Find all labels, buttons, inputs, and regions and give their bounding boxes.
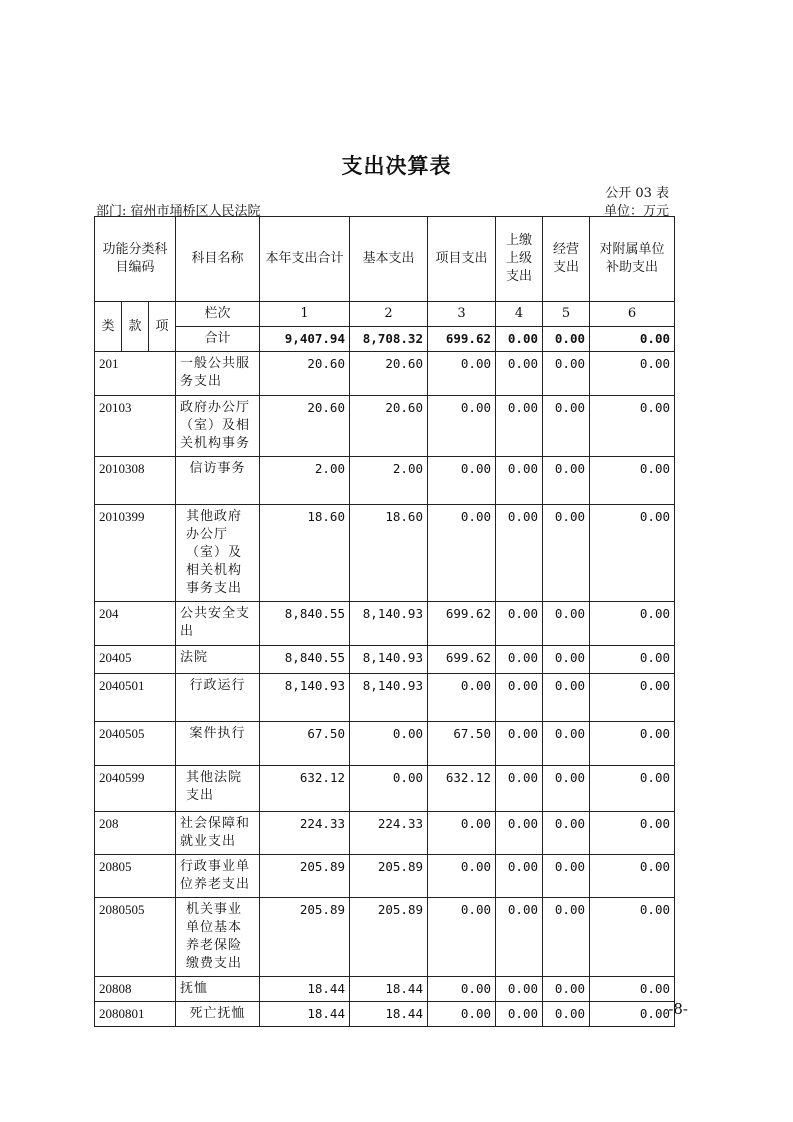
row-basic: 18.60: [350, 505, 428, 602]
totals-row: [95, 327, 675, 352]
row-upper: 0.00: [496, 898, 543, 977]
row-basic: 205.89: [350, 898, 428, 977]
header-row: [95, 217, 675, 302]
row-upper: 0.00: [496, 646, 543, 674]
row-subsidy: 0.00: [590, 396, 675, 457]
row-code: 204: [95, 602, 176, 646]
col-number-3: 3: [428, 302, 496, 327]
row-project: 632.12: [428, 766, 496, 812]
row-upper: 0.00: [496, 812, 543, 855]
row-subsidy: 0.00: [590, 674, 675, 722]
row-code: 2010308: [95, 457, 176, 505]
row-name: 政府办公厅（室）及相关机构事务: [176, 396, 260, 457]
row-basic: 0.00: [350, 766, 428, 812]
row-code: 2040505: [95, 722, 176, 766]
row-upper: 0.00: [496, 674, 543, 722]
row-subsidy: 0.00: [590, 977, 675, 1002]
row-subsidy: 0.00: [590, 898, 675, 977]
row-code: 2040599: [95, 766, 176, 812]
row-code: 2080505: [95, 898, 176, 977]
header-func-code: 功能分类科目编码: [95, 217, 176, 302]
table-row: [95, 505, 675, 602]
row-code: 208: [95, 812, 176, 855]
row-project: 699.62: [428, 646, 496, 674]
table-row: [95, 352, 675, 396]
totals-upper: 0.00: [496, 327, 543, 352]
row-upper: 0.00: [496, 602, 543, 646]
row-name: 死亡抚恤: [176, 1002, 260, 1027]
header-upper: 上缴上级支出: [496, 217, 543, 302]
row-code: 2040501: [95, 674, 176, 722]
row-upper: 0.00: [496, 457, 543, 505]
row-business: 0.00: [543, 977, 590, 1002]
row-name: 其他政府办公厅（室）及相关机构事务支出: [176, 505, 260, 602]
table-row: [95, 602, 675, 646]
table-row: [95, 766, 675, 812]
row-business: 0.00: [543, 457, 590, 505]
table-row: [95, 646, 675, 674]
row-total: 20.60: [260, 352, 350, 396]
expenditure-table: [94, 216, 675, 1027]
header-basic: 基本支出: [350, 217, 428, 302]
row-name: 抚恤: [176, 977, 260, 1002]
totals-label: 合计: [176, 327, 260, 352]
row-subsidy: 0.00: [590, 352, 675, 396]
row-basic: 8,140.93: [350, 646, 428, 674]
row-project: 0.00: [428, 352, 496, 396]
row-upper: 0.00: [496, 855, 543, 898]
row-subsidy: 0.00: [590, 646, 675, 674]
header-subsidy: 对附属单位补助支出: [590, 217, 675, 302]
header-name: 科目名称: [176, 217, 260, 302]
sub-header-kuan: 款: [122, 302, 149, 352]
row-total: 20.60: [260, 396, 350, 457]
row-total: 205.89: [260, 855, 350, 898]
row-total: 2.00: [260, 457, 350, 505]
department-label: 部门: 宿州市埇桥区人民法院: [96, 204, 261, 219]
table-row: [95, 898, 675, 977]
row-name: 案件执行: [176, 722, 260, 766]
row-name: 一般公共服务支出: [176, 352, 260, 396]
row-project: 0.00: [428, 505, 496, 602]
col-number-4: 4: [496, 302, 543, 327]
row-basic: 18.44: [350, 1002, 428, 1027]
row-business: 0.00: [543, 722, 590, 766]
header-business: 经营支出: [543, 217, 590, 302]
row-name: 法院: [176, 646, 260, 674]
row-business: 0.00: [543, 602, 590, 646]
row-project: 0.00: [428, 396, 496, 457]
row-business: 0.00: [543, 898, 590, 977]
row-subsidy: 0.00: [590, 812, 675, 855]
sub-header-lei: 类: [95, 302, 122, 352]
row-business: 0.00: [543, 352, 590, 396]
row-basic: 8,140.93: [350, 674, 428, 722]
row-total: 67.50: [260, 722, 350, 766]
row-business: 0.00: [543, 646, 590, 674]
table-row: [95, 722, 675, 766]
row-business: 0.00: [543, 396, 590, 457]
row-total: 8,140.93: [260, 674, 350, 722]
totals-project: 699.62: [428, 327, 496, 352]
row-subsidy: 0.00: [590, 722, 675, 766]
col-number-6: 6: [590, 302, 675, 327]
row-subsidy: 0.00: [590, 457, 675, 505]
row-name: 其他法院支出: [176, 766, 260, 812]
row-total: 18.60: [260, 505, 350, 602]
row-code: 20103: [95, 396, 176, 457]
col-number-2: 2: [350, 302, 428, 327]
row-code: 2010399: [95, 505, 176, 602]
unit-label: 单位：万元: [603, 204, 669, 219]
row-subsidy: 0.00: [590, 602, 675, 646]
row-upper: 0.00: [496, 722, 543, 766]
row-project: 0.00: [428, 812, 496, 855]
row-upper: 0.00: [496, 766, 543, 812]
table-row: [95, 674, 675, 722]
row-name: 社会保障和就业支出: [176, 812, 260, 855]
row-total: 18.44: [260, 1002, 350, 1027]
row-basic: 20.60: [350, 352, 428, 396]
row-upper: 0.00: [496, 352, 543, 396]
row-upper: 0.00: [496, 505, 543, 602]
row-upper: 0.00: [496, 977, 543, 1002]
row-basic: 8,140.93: [350, 602, 428, 646]
totals-basic: 8,708.32: [350, 327, 428, 352]
row-business: 0.00: [543, 766, 590, 812]
page-title: 支出决算表: [341, 153, 452, 178]
row-basic: 18.44: [350, 977, 428, 1002]
row-name: 信访事务: [176, 457, 260, 505]
row-name: 行政运行: [176, 674, 260, 722]
totals-total: 9,407.94: [260, 327, 350, 352]
sub-header-lanci: 栏次: [176, 302, 260, 327]
row-business: 0.00: [543, 1002, 590, 1027]
row-business: 0.00: [543, 505, 590, 602]
row-subsidy: 0.00: [590, 766, 675, 812]
row-project: 0.00: [428, 1002, 496, 1027]
col-number-1: 1: [260, 302, 350, 327]
row-code: 2080801: [95, 1002, 176, 1027]
header-total: 本年支出合计: [260, 217, 350, 302]
row-total: 224.33: [260, 812, 350, 855]
table-row: [95, 855, 675, 898]
row-project: 0.00: [428, 674, 496, 722]
row-basic: 0.00: [350, 722, 428, 766]
row-total: 8,840.55: [260, 646, 350, 674]
row-upper: 0.00: [496, 1002, 543, 1027]
row-name: 公共安全支出: [176, 602, 260, 646]
row-project: 0.00: [428, 855, 496, 898]
row-code: 20405: [95, 646, 176, 674]
table-row: [95, 1002, 675, 1027]
row-project: 0.00: [428, 898, 496, 977]
totals-business: 0.00: [543, 327, 590, 352]
row-total: 205.89: [260, 898, 350, 977]
col-number-5: 5: [543, 302, 590, 327]
row-basic: 20.60: [350, 396, 428, 457]
row-name: 行政事业单位养老支出: [176, 855, 260, 898]
row-project: 0.00: [428, 457, 496, 505]
table-row: [95, 396, 675, 457]
row-code: 201: [95, 352, 176, 396]
row-business: 0.00: [543, 855, 590, 898]
row-project: 67.50: [428, 722, 496, 766]
row-subsidy: 0.00: [590, 855, 675, 898]
table-row: [95, 457, 675, 505]
row-basic: 224.33: [350, 812, 428, 855]
header-project: 项目支出: [428, 217, 496, 302]
row-total: 8,840.55: [260, 602, 350, 646]
form-number: 公开 03 表: [605, 186, 669, 201]
table-row: [95, 977, 675, 1002]
row-basic: 2.00: [350, 457, 428, 505]
row-basic: 205.89: [350, 855, 428, 898]
table-row: [95, 812, 675, 855]
sub-header-xiang: 项: [149, 302, 176, 352]
row-business: 0.00: [543, 812, 590, 855]
row-total: 18.44: [260, 977, 350, 1002]
row-subsidy: 0.00: [590, 505, 675, 602]
row-project: 699.62: [428, 602, 496, 646]
row-upper: 0.00: [496, 396, 543, 457]
row-business: 0.00: [543, 674, 590, 722]
row-code: 20805: [95, 855, 176, 898]
row-subsidy: 0.00: [590, 1002, 675, 1027]
row-project: 0.00: [428, 977, 496, 1002]
column-number-row: [95, 302, 675, 327]
row-name: 机关事业单位基本养老保险缴费支出: [176, 898, 260, 977]
page-number: -8-: [668, 1000, 688, 1018]
totals-subsidy: 0.00: [590, 327, 675, 352]
row-total: 632.12: [260, 766, 350, 812]
row-code: 20808: [95, 977, 176, 1002]
